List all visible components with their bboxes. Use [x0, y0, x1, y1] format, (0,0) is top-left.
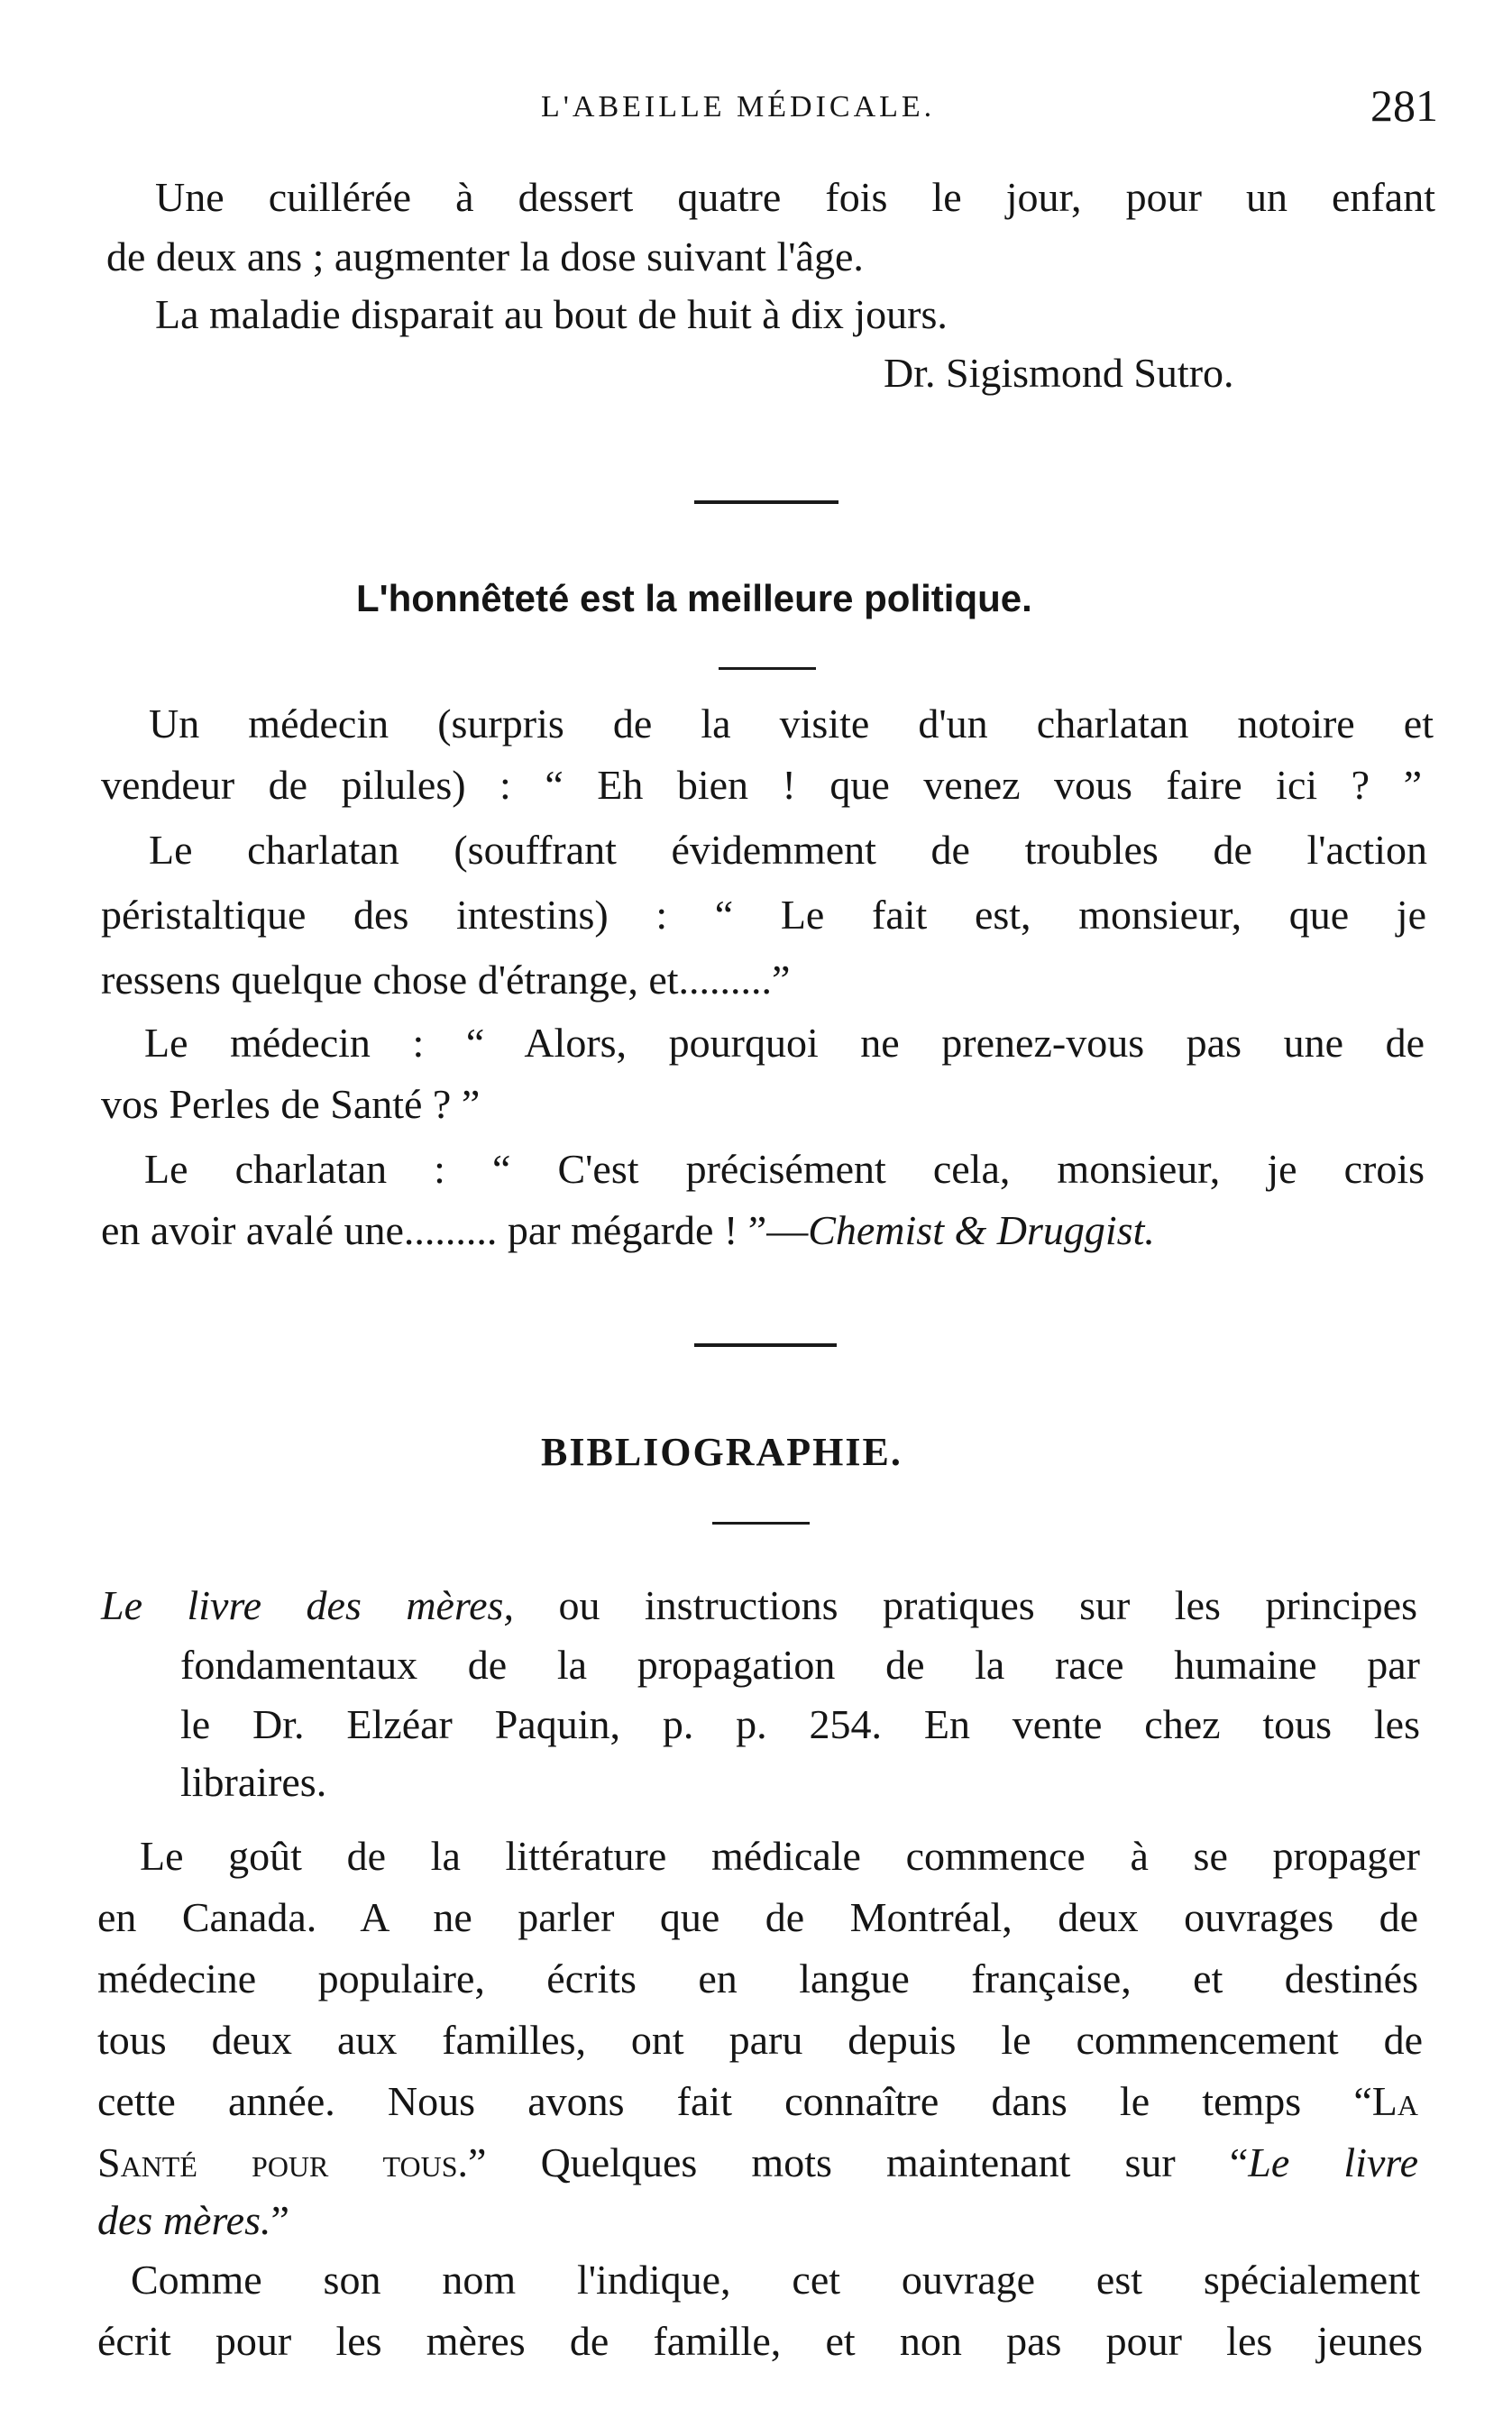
bib-body-line7-end: ”: [270, 2197, 289, 2243]
anecdote-line-3: Le charlatan (souffrant évidemment de troubles de l'action: [149, 827, 1427, 873]
running-title: L'ABEILLE MÉDICALE.: [541, 90, 936, 124]
bib-body-line-5: [97, 2075, 1418, 2128]
page-number: 281: [1370, 80, 1438, 131]
bib-body-line6-it: Le livre: [1248, 2139, 1419, 2185]
bib-body-line-6: [97, 2137, 1418, 2189]
bib-body-line5-sc: La: [1371, 2078, 1418, 2124]
bib-body-line-3: médecine populaire, écrits en langue française, et destinés: [97, 1955, 1418, 2001]
recipe-line-2: de deux ans ; augmenter la dose suivant l'âge.: [106, 234, 864, 279]
anecdote-line-5: ressens quelque chose d'étrange, et.........”: [101, 957, 791, 1003]
bibliography-title: BIBLIOGRAPHIE.: [541, 1430, 903, 1474]
bib-entry-line-2: fondamentaux de la propagation de la race humaine par: [180, 1642, 1420, 1688]
bib-body-line7-it: des mères.: [97, 2197, 271, 2243]
bib-entry-line-1: [101, 1580, 1417, 1632]
running-header: [0, 79, 1512, 133]
bib-body-line-2: en Canada. A ne parler que de Montréal, deux ouvrages de: [97, 1894, 1418, 1940]
bib-body-line5-text: cette année. Nous avons fait connaître dans le temps “: [97, 2078, 1372, 2124]
bib-body-line-8: Comme son nom l'indique, cet ouvrage est spécialement: [131, 2257, 1420, 2303]
title-underrule-1: [719, 667, 816, 670]
bib-body-line-7: [97, 2194, 289, 2247]
section-divider-2: [694, 1343, 837, 1347]
anecdote-title: L'honnêteté est la meilleure politique.: [356, 577, 1032, 619]
anecdote-line-7: vos Perles de Santé ? ”: [101, 1081, 481, 1127]
anecdote-line-2: vendeur de pilules) : “ Eh bien ! que venez vous faire ici ? ”: [101, 762, 1422, 808]
recipe-line-3: La maladie disparait au bout de huit à dix jours.: [155, 291, 948, 337]
section-divider-1: [694, 500, 838, 504]
anecdote-line-4: péristaltique des intestins) : “ Le fait est, monsieur, que je: [101, 892, 1426, 938]
bib-body-line-1: Le goût de la littérature médicale commence à se propager: [140, 1833, 1420, 1879]
anecdote-line-6: Le médecin : “ Alors, pourquoi ne prenez-vous pas une de: [144, 1020, 1425, 1066]
bib-entry-line1-rest: ou instructions pratiques sur les principes: [558, 1582, 1417, 1628]
recipe-signature: Dr. Sigismond Sutro.: [884, 350, 1234, 396]
anecdote-last-text: en avoir avalé une......... par mégarde ! ”—: [101, 1207, 809, 1253]
recipe-line-1: Une cuillérée à dessert quatre fois le jour, pour un enfant: [155, 174, 1435, 220]
anecdote-line-1: Un médecin (surpris de la visite d'un charlatan notoire et: [149, 701, 1434, 746]
bib-entry-title: Le livre des mères,: [101, 1582, 514, 1628]
anecdote-line-8: Le charlatan : “ C'est précisément cela, monsieur, je crois: [144, 1146, 1425, 1192]
bib-body-line6-sc: Santé pour tous.”: [97, 2139, 487, 2185]
anecdote-line-9: [101, 1204, 1155, 1257]
bib-entry-line-3: le Dr. Elzéar Paquin, p. p. 254. En vente chez tous les: [180, 1701, 1420, 1747]
bib-body-line-9: écrit pour les mères de famille, et non pas pour les jeunes: [97, 2318, 1423, 2364]
bib-body-line6-text: Quelques mots maintenant sur “: [540, 2139, 1249, 2185]
title-underrule-2: [712, 1522, 810, 1525]
anecdote-source: Chemist & Druggist.: [808, 1207, 1155, 1253]
bib-body-line-4: tous deux aux familles, ont paru depuis le commencement de: [97, 2017, 1423, 2063]
bib-entry-line-4: libraires.: [180, 1759, 327, 1805]
